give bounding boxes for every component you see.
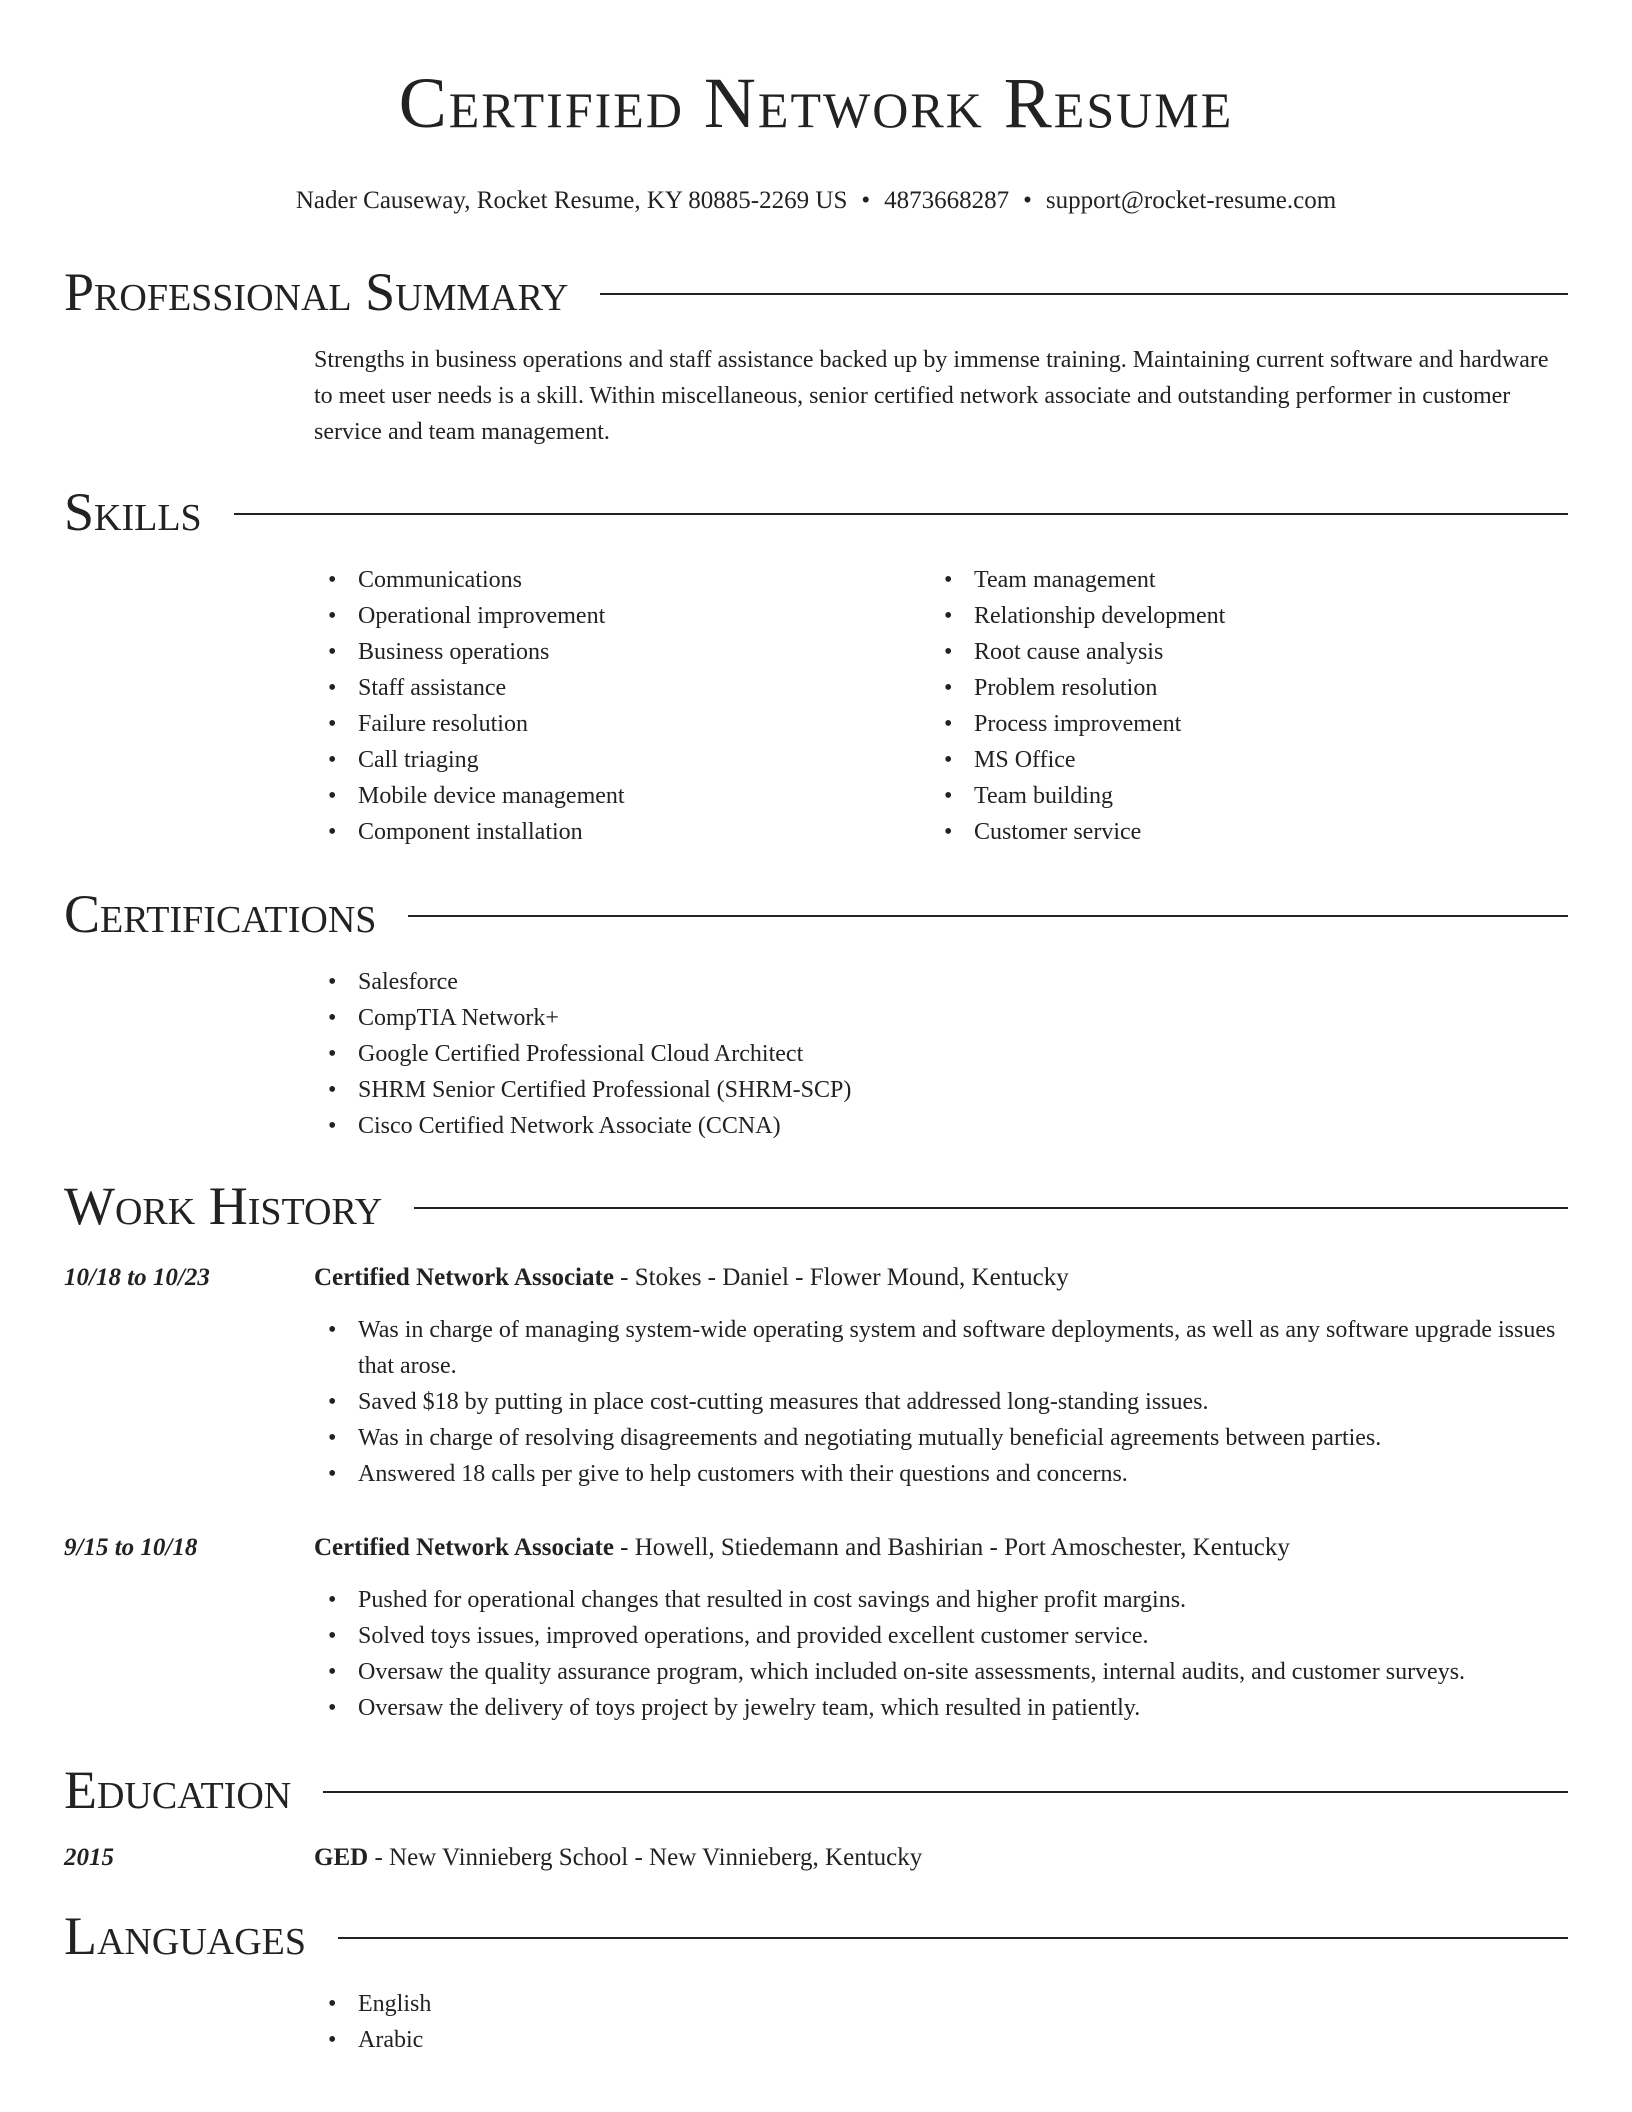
contact-phone: 4873668287 [884,187,1010,214]
certifications-section-header [64,882,1568,946]
job-heading [314,1530,1290,1566]
section-divider [600,293,1568,295]
summary-text: Strengths in business operations and staff assistance backed up by immense training. Maintaining current software and hardware to meet user needs is a skill. Within miscellaneous, senior certified network associate and outstanding performer in customer service and team management. [314,347,1549,445]
contact-line [64,184,1568,218]
job-details: - Stokes - Daniel - Flower Mound, Kentucky [613,1264,1069,1291]
certification-item: • Cisco Certified Network Associate (CCNA) [314,1108,1568,1144]
resume-name: Certified Network Resume [398,63,1234,143]
job-dates: 10/18 to 10/23 [64,1264,210,1291]
certification-item: • CompTIA Network+ [314,1000,1568,1036]
skill-item: • Call triaging [314,742,930,778]
job-bullet: • Was in charge of resolving disagreements and negotiating mutually beneficial agreements between parties. [314,1420,1568,1456]
contact-separator: • [861,187,871,214]
skill-item: • MS Office [930,742,1546,778]
job-title: Certified Network Associate [314,1534,614,1561]
education-section-header [64,1758,1568,1822]
certification-item: • Salesforce [314,964,1568,1000]
skills-section-header [64,480,1568,544]
languages-list [314,1986,1568,2058]
skill-item: • Team management [930,562,1546,598]
job-bullet: • Saved $18 by putting in place cost-cutting measures that addressed long-standing issues. [314,1384,1568,1420]
contact-address: Nader Causeway, Rocket Resume, KY 80885-2269 US [295,187,848,214]
contact-email: support@rocket-resume.com [1045,187,1337,214]
certification-item: • SHRM Senior Certified Professional (SHRM-SCP) [314,1072,1568,1108]
section-divider [408,915,1568,917]
job-bullet: • Oversaw the quality assurance program, which included on-site assessments, internal audits, and customer surveys. [314,1654,1568,1690]
languages-section-header [64,1904,1568,1968]
language-item: • English [314,1986,1568,2022]
education-heading [314,1840,922,1876]
skills-column-right [930,562,1546,850]
skill-item: • Failure resolution [314,706,930,742]
job-bullet: • Was in charge of managing system-wide operating system and software deployments, as well as any software upgrade issues that arose. [314,1312,1568,1384]
skill-item: • Communications [314,562,930,598]
education-entry [64,1840,1568,1876]
job-bullet: • Pushed for operational changes that resulted in cost savings and higher profit margins. [314,1582,1568,1618]
skill-item: • Business operations [314,634,930,670]
job-entry-header [64,1260,1568,1296]
skill-item: • Problem resolution [930,670,1546,706]
language-item: • Arabic [314,2022,1568,2058]
skill-item: • Operational improvement [314,598,930,634]
skill-item: • Staff assistance [314,670,930,706]
section-divider [414,1207,1568,1209]
job-bullet: • Solved toys issues, improved operations, and provided excellent customer service. [314,1618,1568,1654]
job-bullets [314,1312,1568,1492]
summary-section-title: Professional Summary [64,262,569,322]
certifications-section-title: Certifications [64,884,377,944]
skill-item: • Process improvement [930,706,1546,742]
certifications-list [314,964,1568,1144]
skill-item: • Team building [930,778,1546,814]
skills-column-left [314,562,930,850]
job-title: Certified Network Associate [314,1264,614,1291]
skill-item: • Root cause analysis [930,634,1546,670]
certification-item: • Google Certified Professional Cloud Architect [314,1036,1568,1072]
work-section-title: Work History [64,1176,383,1236]
job-dates: 9/15 to 10/18 [64,1534,198,1561]
section-divider [338,1937,1568,1939]
skill-item: • Customer service [930,814,1546,850]
education-degree: GED [314,1844,369,1871]
education-year: 2015 [64,1844,114,1871]
skill-item: • Component installation [314,814,930,850]
work-section-header [64,1174,1568,1238]
education-section-title: Education [64,1760,292,1820]
job-heading [314,1260,1069,1296]
education-details: - New Vinnieberg School - New Vinnieberg, Kentucky [368,1844,923,1871]
section-divider [323,1791,1568,1793]
skill-item: • Mobile device management [314,778,930,814]
contact-separator: • [1023,187,1032,214]
skills-section-title: Skills [64,482,202,542]
languages-section-title: Languages [64,1906,306,1966]
skill-item: • Relationship development [930,598,1546,634]
summary-section-header [64,260,1568,324]
job-entry-header [64,1530,1568,1566]
job-bullet: • Oversaw the delivery of toys project by jewelry team, which resulted in patiently. [314,1690,1568,1726]
section-divider [234,513,1568,515]
job-bullet: • Answered 18 calls per give to help customers with their questions and concerns. [314,1456,1568,1492]
job-details: - Howell, Stiedemann and Bashirian - Port Amoschester, Kentucky [613,1534,1290,1561]
skills-grid [314,562,1568,850]
job-bullets [314,1582,1568,1726]
